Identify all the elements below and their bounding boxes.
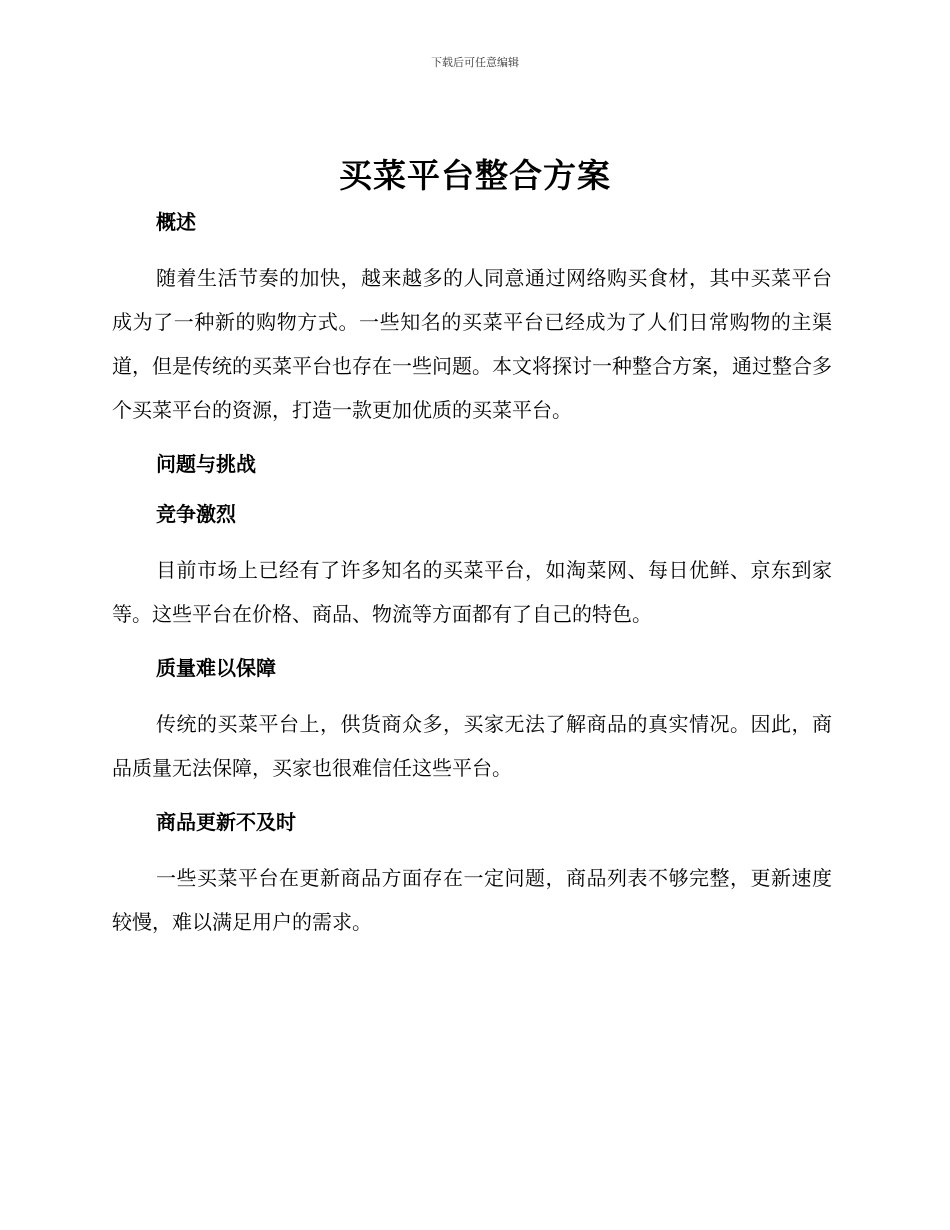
section-heading-problems: 问题与挑战 (156, 452, 256, 476)
section-paragraph-quality: 传统的买菜平台上，供货商众多，买家无法了解商品的真实情况。因此，商品质量无法保障，买家也很难信任这些平台。 (112, 712, 832, 780)
document-title: 买菜平台整合方案 (339, 156, 611, 195)
header-note: 下载后可任意编辑 (431, 56, 519, 69)
section-heading-overview: 概述 (156, 210, 196, 234)
section-heading-updates: 商品更新不及时 (156, 810, 296, 834)
document-body (112, 204, 832, 944)
section-paragraph-competition: 目前市场上已经有了许多知名的买菜平台，如淘菜网、每日优鲜、京东到家等。这些平台在价格、商品、物流等方面都有了自己的特色。 (112, 558, 832, 626)
section-heading-competition: 竞争激烈 (156, 502, 236, 526)
section-paragraph-updates: 一些买菜平台在更新商品方面存在一定问题，商品列表不够完整，更新速度较慢，难以满足用户的需求。 (112, 866, 832, 934)
section-heading-quality: 质量难以保障 (156, 656, 276, 680)
section-paragraph-overview: 随着生活节奏的加快，越来越多的人同意通过网络购买食材，其中买菜平台成为了一种新的购物方式。一些知名的买菜平台已经成为了人们日常购物的主渠道，但是传统的买菜平台也存在一些问题。本文将探讨一种整合方案，通过整合多个买菜平台的资源，打造一款更加优质的买菜平台。 (112, 266, 832, 422)
